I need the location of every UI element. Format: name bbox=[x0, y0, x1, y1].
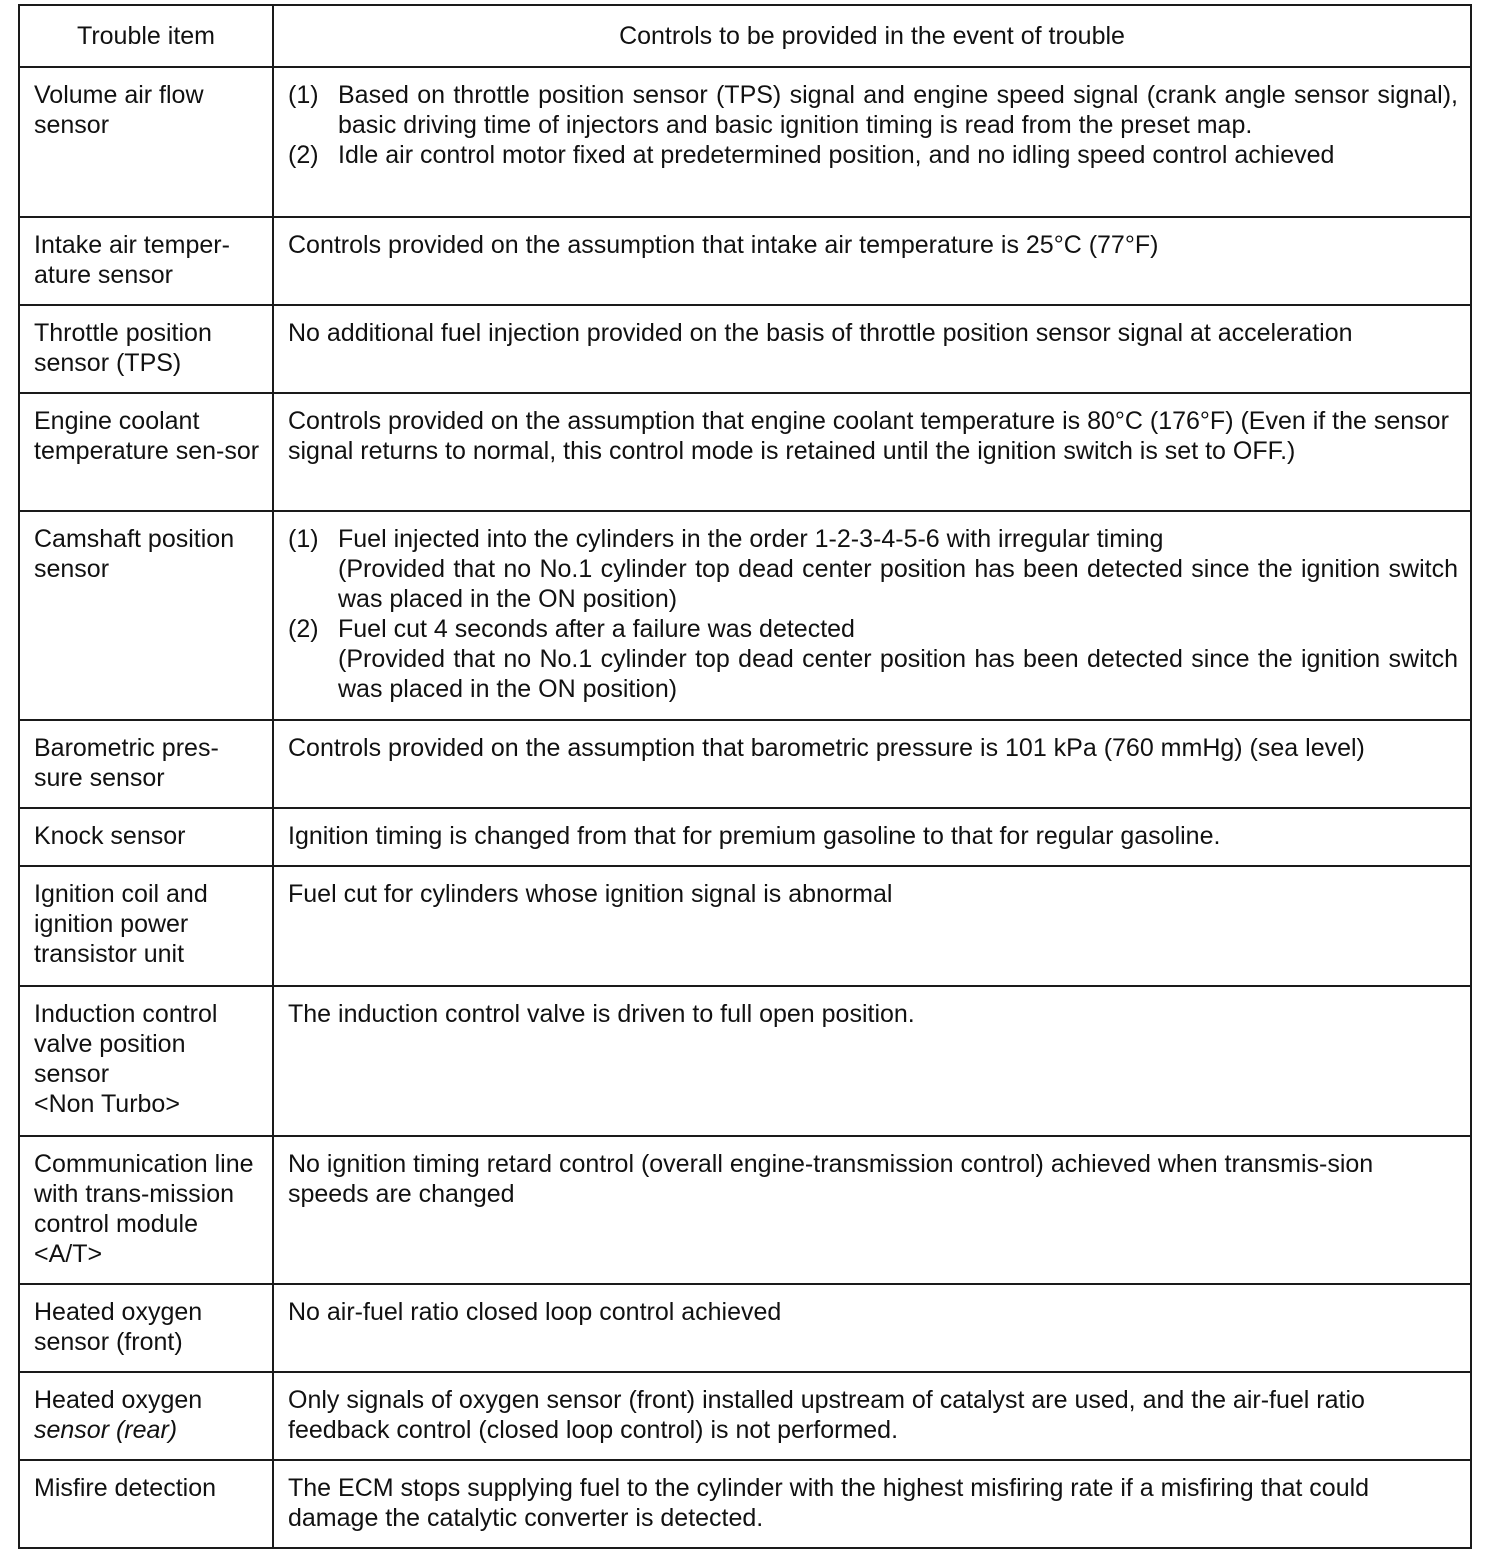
step-text: Fuel injected into the cylinders in the order 1-2-3-4-5-6 with irregular timing bbox=[338, 525, 1164, 553]
trouble-item: Misfire detection bbox=[19, 1460, 273, 1548]
control-cell bbox=[273, 67, 1471, 217]
trouble-item: Intake air temper-ature sensor bbox=[19, 217, 273, 305]
control-step bbox=[288, 80, 1458, 140]
control-text: No additional fuel injection provided on the basis of throttle position sensor signal at acceleration bbox=[273, 305, 1471, 393]
trouble-item-italic: sensor (rear) bbox=[34, 1416, 178, 1444]
control-text: Controls provided on the assumption that engine coolant temperature is 80°C (176°F) (Even if the sensor signal returns to normal, this control mode is retained until the ignition switch is set to OFF.) bbox=[273, 393, 1471, 511]
step-number: (1) bbox=[288, 81, 319, 109]
table-row bbox=[19, 808, 1471, 866]
control-text: The induction control valve is driven to full open position. bbox=[273, 986, 1471, 1136]
step-number: (2) bbox=[288, 141, 319, 169]
table-row bbox=[19, 1372, 1471, 1460]
trouble-item-note: <Non Turbo> bbox=[34, 1090, 180, 1118]
step-text: Idle air control motor fixed at predetermined position, and no idling speed control achieved bbox=[338, 141, 1335, 169]
control-text: Ignition timing is changed from that for premium gasoline to that for regular gasoline. bbox=[273, 808, 1471, 866]
document-page bbox=[18, 4, 1470, 1549]
control-text: Controls provided on the assumption that barometric pressure is 101 kPa (760 mmHg) (sea level) bbox=[273, 720, 1471, 808]
control-step bbox=[288, 140, 1458, 170]
table-row bbox=[19, 217, 1471, 305]
step-note: (Provided that no No.1 cylinder top dead center position has been detected since the ignition switch was placed in the ON position) bbox=[338, 555, 1458, 613]
trouble-item: Knock sensor bbox=[19, 808, 273, 866]
control-text: Only signals of oxygen sensor (front) installed upstream of catalyst are used, and the air-fuel ratio feedback control (closed loop control) is not performed. bbox=[273, 1372, 1471, 1460]
table-row bbox=[19, 720, 1471, 808]
table-row bbox=[19, 1136, 1471, 1284]
table-row bbox=[19, 866, 1471, 986]
control-cell bbox=[273, 511, 1471, 720]
step-body bbox=[338, 524, 1458, 614]
table-row bbox=[19, 511, 1471, 720]
step-number: (1) bbox=[288, 525, 319, 553]
step-note: (Provided that no No.1 cylinder top dead center position has been detected since the ignition switch was placed in the ON position) bbox=[338, 645, 1458, 703]
step-text: Based on throttle position sensor (TPS) signal and engine speed signal (crank angle sensor signal), basic driving time of injectors and basic ignition timing is read from the preset map. bbox=[338, 81, 1458, 139]
step-text: Fuel cut 4 seconds after a failure was detected bbox=[338, 615, 855, 643]
trouble-item: Heated oxygen bbox=[34, 1386, 203, 1414]
table-row bbox=[19, 1460, 1471, 1548]
fail-safe-table bbox=[18, 4, 1472, 1549]
control-step bbox=[288, 524, 1458, 614]
table-row bbox=[19, 393, 1471, 511]
control-steps bbox=[288, 524, 1458, 704]
trouble-item: Communication line with trans-mission control module <A/T> bbox=[19, 1136, 273, 1284]
table-row bbox=[19, 67, 1471, 217]
trouble-item-cell bbox=[19, 1372, 273, 1460]
header-controls: Controls to be provided in the event of trouble bbox=[273, 5, 1471, 67]
control-steps bbox=[288, 80, 1458, 170]
control-text: Controls provided on the assumption that intake air temperature is 25°C (77°F) bbox=[273, 217, 1471, 305]
table-row bbox=[19, 305, 1471, 393]
trouble-item: Heated oxygen sensor (front) bbox=[19, 1284, 273, 1372]
trouble-item: Volume air flow sensor bbox=[19, 67, 273, 217]
trouble-item: Camshaft position sensor bbox=[19, 511, 273, 720]
table-row bbox=[19, 986, 1471, 1136]
header-trouble-item: Trouble item bbox=[19, 5, 273, 67]
trouble-item: Throttle position sensor (TPS) bbox=[19, 305, 273, 393]
step-number: (2) bbox=[288, 615, 319, 643]
step-body bbox=[338, 614, 1458, 704]
trouble-item: Induction control valve position sensor bbox=[34, 1000, 218, 1088]
header-row bbox=[19, 5, 1471, 67]
control-text: Fuel cut for cylinders whose ignition signal is abnormal bbox=[273, 866, 1471, 986]
trouble-item: Barometric pres-sure sensor bbox=[19, 720, 273, 808]
control-text: No ignition timing retard control (overall engine-transmission control) achieved when transmis-sion speeds are changed bbox=[273, 1136, 1471, 1284]
control-text: No air-fuel ratio closed loop control achieved bbox=[273, 1284, 1471, 1372]
trouble-item-cell bbox=[19, 986, 273, 1136]
trouble-item: Engine coolant temperature sen-sor bbox=[19, 393, 273, 511]
trouble-item: Ignition coil and ignition power transistor unit bbox=[19, 866, 273, 986]
control-step bbox=[288, 614, 1458, 704]
control-text: The ECM stops supplying fuel to the cylinder with the highest misfiring rate if a misfiring that could damage the catalytic converter is detected. bbox=[273, 1460, 1471, 1548]
table-row bbox=[19, 1284, 1471, 1372]
